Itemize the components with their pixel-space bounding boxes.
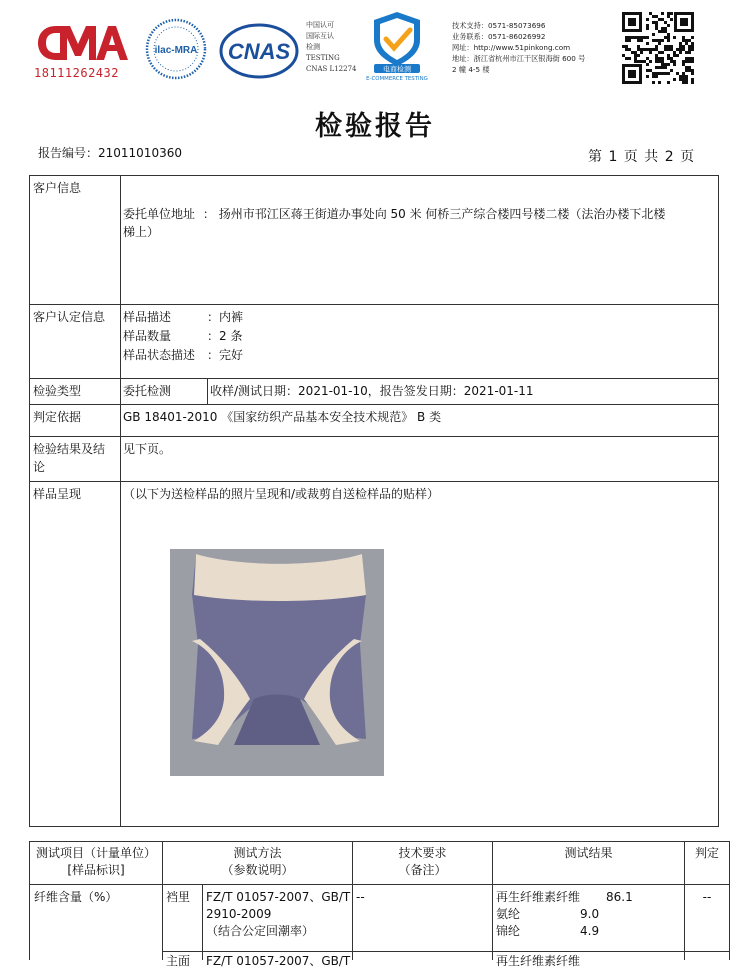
method-line: 2910-2009: [206, 907, 272, 921]
results-table: [29, 841, 730, 968]
ilac-text: ilac-MRA: [154, 45, 198, 56]
basis-value: GB 18401-2010 《国家纺织产品基本安全技术规范》 B 类: [123, 410, 442, 424]
qr-code[interactable]: [620, 10, 696, 86]
cma-number: 18111262432: [34, 66, 119, 80]
cnas-line: 检测: [306, 43, 320, 51]
contact-line: 地址：浙江省杭州市江干区银海街 600 号: [452, 54, 586, 63]
row-value: ：内裤: [207, 310, 244, 324]
result-name: 再生纤维素纤维: [496, 954, 581, 968]
result-row: [496, 889, 681, 906]
cnas-line: TESTING: [306, 54, 340, 62]
ec-cn-text: 电商检测: [383, 65, 411, 74]
header-method: [163, 845, 352, 879]
result-name: 氨纶: [496, 907, 521, 921]
header-line: 技术要求: [398, 846, 447, 860]
judge-value: --: [702, 890, 712, 904]
test-dates: 收样/测试日期：2021-01-10，报告签发日期：2021-01-11: [210, 384, 534, 398]
cnas-line: 中国认可: [306, 21, 334, 29]
result-value: 9.0: [580, 907, 600, 921]
method-text: FZ/T 01057-2007、GB/T: [206, 954, 351, 968]
row-key: 样品描述: [123, 310, 172, 324]
conclusion-label-line: 论: [33, 460, 46, 474]
header-result: 测试结果: [564, 846, 613, 860]
part-label: 裆里: [166, 890, 191, 904]
report-number: 报告编号：21011010360: [38, 146, 182, 160]
page-indicator: 第 1 页 共 2 页: [588, 149, 696, 165]
sample-state-row: [123, 346, 243, 364]
contact-line: 2 幢 4-5 楼: [452, 65, 490, 74]
method-line: （结合公定回潮率）: [206, 924, 315, 938]
contact-line: 技术支持：0571-85073696: [452, 21, 546, 30]
header-line: 测试项目（计量单位）: [35, 846, 156, 860]
cnas-line: CNAS L12274: [306, 65, 357, 73]
row-key: 样品状态描述: [123, 348, 196, 362]
address-line1: 扬州市邗江区蒋王街道办事处向 50 米 何桥三产综合楼四号楼二楼（法治办楼下北楼: [218, 207, 666, 221]
sample-note: （以下为送检样品的照片呈现和/或裁剪自送检样品的贴样）: [123, 487, 440, 501]
result-value: 4.9: [580, 924, 600, 938]
address-label: 委托单位地址: [123, 207, 196, 221]
requirement-value: --: [356, 890, 365, 904]
sample-qty-row: [123, 327, 242, 345]
header-judge: 判定: [694, 846, 719, 860]
address-colon: ：: [202, 207, 215, 221]
header-line: 测试方法: [233, 846, 282, 860]
result-name: 锦纶: [496, 924, 521, 938]
ec-en-text: E-COMMERCE TESTING: [366, 76, 428, 82]
test-type-value: 委托检测: [123, 384, 172, 398]
ilac-mra-logo: [145, 18, 207, 80]
row-value: ：完好: [207, 348, 244, 362]
basis-label: 判定依据: [33, 410, 82, 424]
cnas-line: 国际互认: [306, 32, 334, 40]
result-value: 86.1: [606, 890, 633, 904]
customer-confirm-label: 客户认定信息: [33, 310, 106, 324]
conclusion-label-line: 检验结果及结: [33, 442, 106, 456]
header-line: [样品标识]: [67, 863, 125, 877]
cnas-logo: [218, 22, 300, 80]
ecommerce-testing-logo: [360, 10, 434, 82]
result-list: [496, 889, 681, 940]
row-key: 样品数量: [123, 329, 172, 343]
address-line2: 梯上）: [123, 225, 160, 239]
header-item: [30, 845, 162, 879]
conclusion-value: 见下页。: [123, 442, 172, 456]
sample-label: 样品呈现: [33, 487, 82, 501]
test-type-label: 检验类型: [33, 384, 82, 398]
result-row: [496, 923, 681, 940]
part-label: 主面: [166, 954, 191, 968]
cma-logo: [34, 20, 132, 66]
cnas-text: CNAS: [227, 39, 291, 64]
result-name: 再生纤维素纤维: [496, 890, 581, 904]
report-title: 检验报告: [315, 111, 435, 142]
method-text: [206, 889, 352, 940]
contact-line: 业务联系：0571-86026992: [452, 32, 546, 41]
conclusion-label: [33, 440, 119, 476]
item-fiber-content: 纤维含量（%）: [34, 890, 118, 904]
cnas-accreditation-text: [306, 20, 356, 75]
contact-line: 网址：http://www.51pinkong.com: [452, 43, 571, 52]
header-line: （备注）: [398, 863, 447, 877]
sample-desc-row: [123, 308, 243, 326]
client-address: [123, 205, 713, 241]
method-line: FZ/T 01057-2007、GB/T: [206, 890, 351, 904]
row-value: ：2 条: [207, 329, 243, 343]
header-line: （参数说明）: [221, 863, 294, 877]
sample-photo[interactable]: [170, 549, 384, 776]
result-row: [496, 906, 681, 923]
client-info-label: 客户信息: [33, 181, 82, 195]
contact-info: [452, 20, 585, 75]
header-requirement: [353, 845, 492, 879]
